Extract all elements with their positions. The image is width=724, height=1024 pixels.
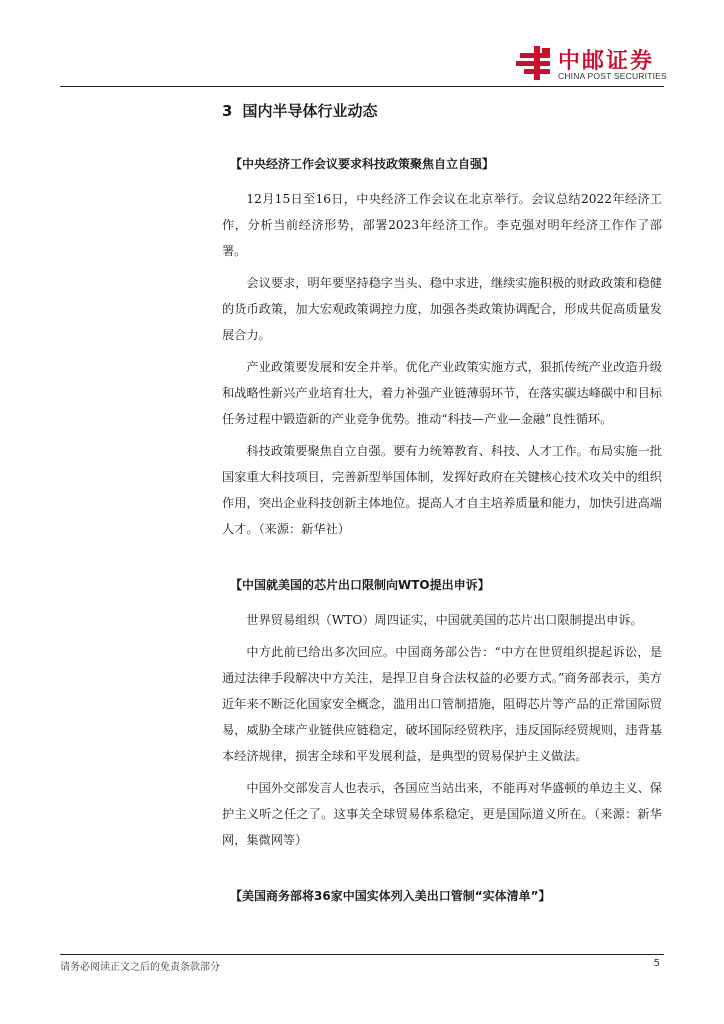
article-paragraph: 中国外交部发言人也表示，各国应当站出来，不能再对华盛顿的单边主义、保护主义听之任之了。这事关全球贸易体系稳定，更是国际道义所在。（来源：新华网，集微网等） xyxy=(222,781,662,847)
article-paragraph: 会议要求，明年要坚持稳字当头、稳中求进，继续实施积极的财政政策和稳健的货币政策，加大宏观政策调控力度，加强各类政策协调配合，形成共促高质量发展合力。 xyxy=(222,276,662,342)
page-number: 5 xyxy=(653,958,660,969)
article-paragraph: 科技政策要聚焦自立自强。要有力统筹教育、科技、人才工作。布局实施一批国家重大科技项目，完善新型举国体制，发挥好政府在关键核心技术攻关中的组织作用，突出企业科技创新主体地位。提高人才自主培养质量和能力，加快引进高端人才。（来源：新华社） xyxy=(222,444,662,536)
main-content xyxy=(222,100,662,938)
article-entity-list xyxy=(222,887,662,904)
article-title: 【美国商务部将36家中国实体列入美出口管制“实体清单”】 xyxy=(230,889,551,903)
article-title: 【中国就美国的芯片出口限制向WTO提出申诉】 xyxy=(230,578,490,592)
footer-disclaimer: 请务必阅读正文之后的免责条款部分 xyxy=(60,962,220,973)
header-logo xyxy=(514,44,667,84)
footer-divider xyxy=(60,954,664,955)
section-title: 国内半导体行业动态 xyxy=(242,102,378,120)
article-paragraph: 世界贸易组织（WTO）周四证实，中国就美国的芯片出口限制提出申诉。 xyxy=(246,613,643,627)
brand-name-cn: 中邮证券 xyxy=(558,49,655,74)
article-title: 【中央经济工作会议要求科技政策聚焦自立自强】 xyxy=(230,157,495,171)
section-number: 3 xyxy=(222,102,233,120)
article-paragraph: 12月15日至16日，中央经济工作会议在北京举行。会议总结2022年经济工作，分析当前经济形势，部署2023年经济工作。李克强对明年经济工作作了部署。 xyxy=(222,192,662,258)
article-wto xyxy=(222,576,662,853)
china-post-logo-icon xyxy=(514,44,554,82)
header-divider xyxy=(60,86,664,87)
article-policy xyxy=(222,155,662,542)
section-heading xyxy=(222,100,662,121)
brand-name-en: CHINA POST SECURITIES xyxy=(558,71,667,81)
article-paragraph: 产业政策要发展和安全并举。优化产业政策实施方式，狠抓传统产业改造升级和战略性新兴产业培育壮大，着力补强产业链薄弱环节，在落实碳达峰碳中和目标任务过程中锻造新的产业竞争优势。推动“科技—产业—金融”良性循环。 xyxy=(222,360,662,426)
article-paragraph: 中方此前已给出多次回应。中国商务部公告：“中方在世贸组织提起诉讼，是通过法律手段解决中方关注，是捍卫自身合法权益的必要方式。”商务部表示，美方近年来不断泛化国家安全概念，滥用出口管制措施，阻碍芯片等产品的正常国际贸易，威胁全球产业链供应链稳定，破坏国际经贸秩序，违反国际经贸规则，违背基本经济规律，损害全球和平发展利益，是典型的贸易保护主义做法。 xyxy=(222,645,662,763)
